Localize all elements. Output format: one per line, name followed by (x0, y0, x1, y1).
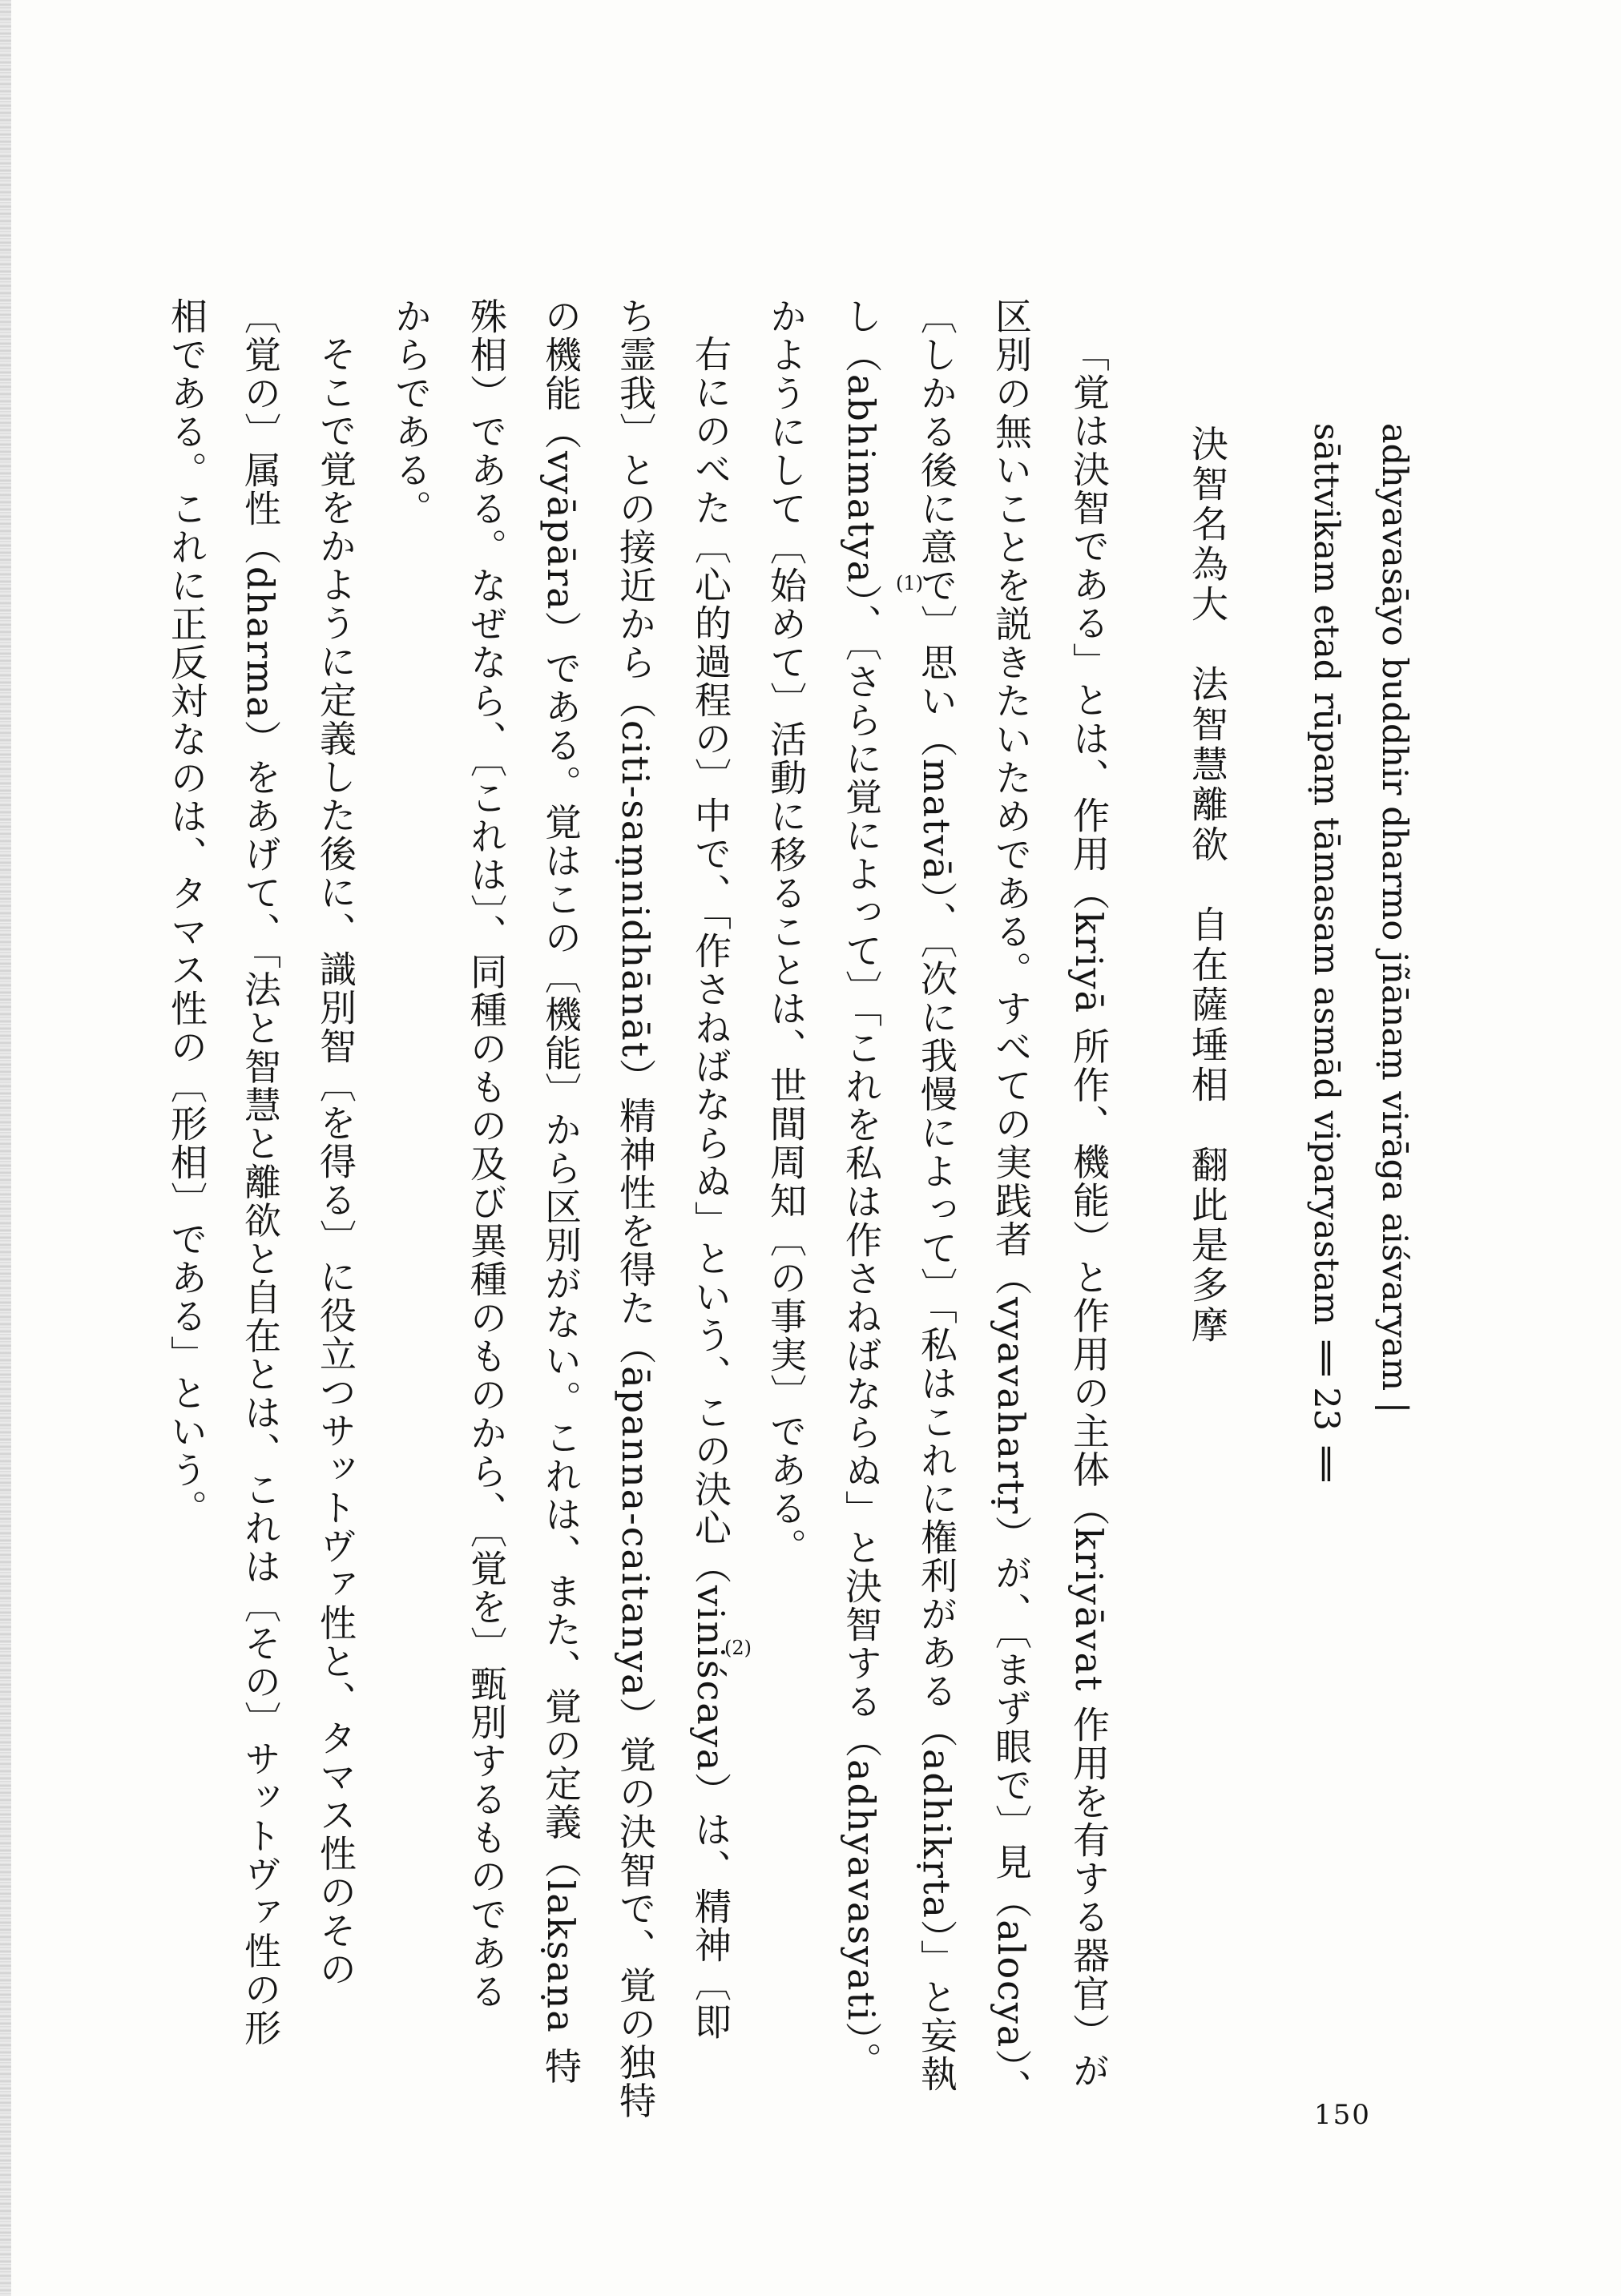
paragraph-line-3: 〔しかる後に意で〕思い（matvā）、〔次に我慢によって〕「私はこれに権利がある（adhikṛta）」と妄執 (915, 297, 958, 2093)
paragraph-line-2: 区別の無いことを説きたいためである。すべての実践者（vyavahartṛ）が、〔まず眼で〕見（alocya）、 (990, 297, 1033, 2108)
paragraph-line-9: 殊相）である。なぜなら、〔これは〕、同種のもの及び異種のものから、〔覚を〕甄別するものである (465, 297, 508, 2011)
paragraph-line-1: 「覚は決智である」とは、作用（kriyā 所作、機能）と作用の主体（kriyāvat 作用を有する器官）が (1067, 335, 1111, 2091)
paragraph-line-10: からである。 (389, 297, 433, 528)
paragraph-line-8: の機能（vyāpāra）である。覚はこの〔機能〕から区別がない。これは、また、覚の定義（lakṣaṇa 特 (539, 297, 583, 2086)
paragraph-line-5: かようにして〔始めて〕活動に移ることは、世間周知〔の事実〕である。 (764, 297, 808, 1566)
scan-page-edge (0, 0, 11, 2296)
paragraph-line-6: 右にのべた〔心的過程の〕中で、「作さねばならぬ」という、この決心（viniścaya）は、精神〔即 (689, 335, 732, 2042)
verse-line-1: adhyavasāyo buddhir dharmo jñānaṃ virāga aiśvaryam | (1374, 423, 1414, 1414)
paragraph-line-13: 相である。これに正反対なのは、タマス性の〔形相〕である」という。 (165, 297, 208, 1528)
paragraph-line-12: 〔覚の〕属性（dharma）をあげて、「法と智慧と離欲と自在とは、これは〔その〕サットヴァ性の形 (239, 297, 282, 2048)
paragraph-line-11: そこで覚をかように定義した後に、識別智〔を得る〕に役立つサットヴァ性と、タマス性のその (314, 335, 357, 1988)
verse-line-2: sāttvikam etad rūpaṃ tāmasam asmād viparyastam ‖ 23 ‖ (1306, 423, 1346, 1482)
note-marker-2: (2) (724, 1637, 752, 1659)
chinese-verse: 決智名為大 法智慧離欲 自在薩埵相 翻此是多摩 (1186, 425, 1229, 1346)
paragraph-line-4: し（abhimatya）、〔さらに覚によって〕「これを私は作さねばならぬ」と決智する（adhyavasyati）。 (840, 297, 883, 2080)
paragraph-line-7: ち霊我〕との接近から（citi-saṃnidhānāt）精神性を得た（āpanna-caitanya）覚の決智で、覚の独特 (614, 297, 657, 2121)
page-number: 150 (1314, 2099, 1371, 2131)
note-marker-1: (1) (896, 572, 923, 594)
